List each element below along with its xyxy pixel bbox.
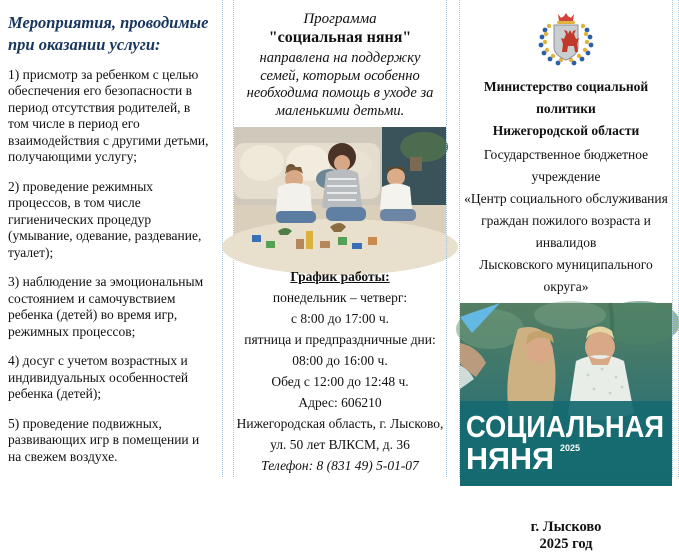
coat-of-arms-icon <box>531 8 601 72</box>
footer-imprint <box>460 519 672 553</box>
phone-number: Телефон: 8 (831 49) 5-01-07 <box>261 458 419 473</box>
footer-city: г. Лысково <box>530 519 602 535</box>
schedule-line: пятница и предпраздничные дни: <box>244 332 436 347</box>
institution-line: Государственное бюджетное учреждение <box>483 147 649 184</box>
institution-line: «Центр социального обслуживания <box>464 191 668 206</box>
schedule-line: 08:00 до 16:00 ч. <box>292 353 388 368</box>
fold-divider <box>446 0 460 477</box>
cover-title-line2: НЯНЯ <box>466 441 554 476</box>
ministry-name <box>460 76 672 142</box>
cover-title-line1: СОЦИАЛЬНАЯ <box>466 409 664 444</box>
schedule-line: с 8:00 до 17:00 ч. <box>290 311 390 326</box>
service-item: 1) присмотр за ребенком с целью обеспечения его безопасности в период отсутствия родителей, в том числе в период его взаимодействия с другими детьми, получающими услугу; <box>8 66 209 165</box>
ministry-line: Министерство социальной политики <box>483 79 649 116</box>
program-description: направлена на поддержку семей, которым особенно необходима помощь в уходе за маленькими детьми. <box>246 50 434 119</box>
right-panel <box>460 0 672 552</box>
institution-name <box>460 144 672 298</box>
footer-year: 2025 год <box>539 536 593 552</box>
institution-line: Лысковского муниципального округа» <box>479 257 653 294</box>
service-item: 2) проведение режимных процессов, в том числе гигиенических процедур (умывание, одевание, раздевание, туалет); <box>8 178 202 260</box>
cover-year: 2025 <box>560 443 581 453</box>
schedule-line: Обед с 12:00 до 12:48 ч. <box>271 374 409 389</box>
service-item: 4) досуг с учетом возрастных и индивидуальных особенностей ребенка (детей); <box>8 353 189 402</box>
institution-line: граждан пожилого возраста и инвалидов <box>481 213 651 250</box>
service-item: 3) наблюдение за эмоциональным состоянием и самочувствием ребенка (детей) во время игр, режимных процессов; <box>8 274 204 339</box>
address-line: Нижегородская область, г. Лысково, <box>236 416 444 431</box>
fold-divider <box>672 0 679 477</box>
left-panel-heading: Мероприятия, проводимые при оказании услуги: <box>8 13 209 55</box>
schedule-heading: График работы: <box>290 269 390 284</box>
service-item: 5) проведение подвижных, развивающих игр в помещении и на свежем воздухе. <box>8 415 200 464</box>
address-line: Адрес: 606210 <box>298 395 382 410</box>
nanny-children-photo <box>234 127 446 259</box>
ministry-line: Нижегородской области <box>492 123 640 138</box>
middle-panel <box>234 0 446 477</box>
schedule-line: понедельник – четверг: <box>272 290 408 305</box>
social-nanny-cover-photo <box>460 303 672 486</box>
program-label: Программа <box>303 11 377 27</box>
work-schedule <box>234 268 446 474</box>
address-line: ул. 50 лет ВЛКСМ, д. 36 <box>270 437 410 452</box>
left-panel <box>0 0 222 477</box>
program-name: "социальная няня" <box>268 29 412 46</box>
